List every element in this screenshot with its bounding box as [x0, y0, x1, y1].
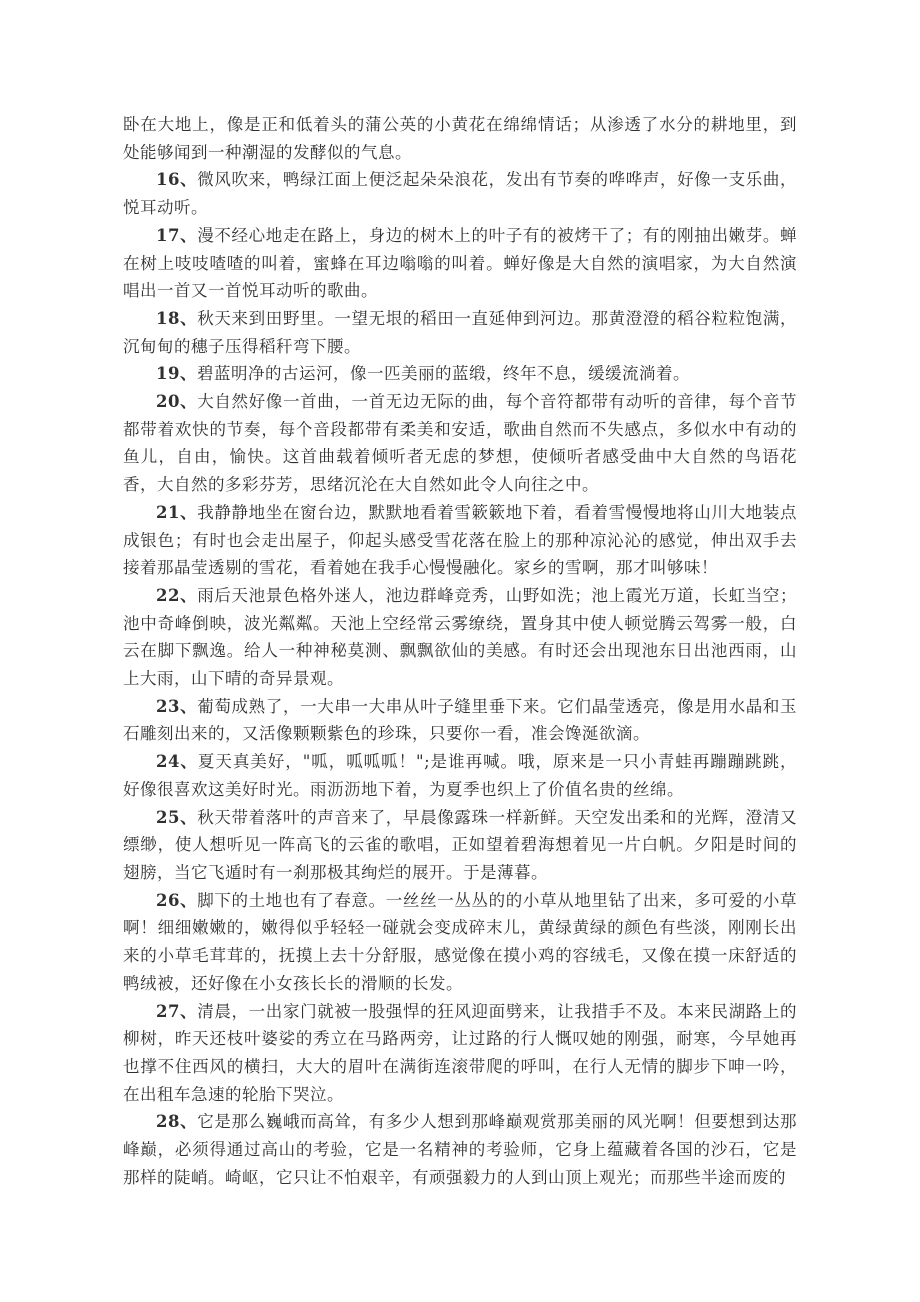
paragraph [123, 887, 797, 998]
paragraph-number: 19、 [156, 364, 197, 384]
paragraph [123, 582, 797, 693]
paragraph-number: 26、 [156, 890, 198, 910]
paragraph-text: 夏天真美好，"呱，呱呱呱！";是谁再喊。哦，原来是一只小青蛙再蹦蹦跳跳，好像很喜欢这美好时光。雨沥沥地下着，为夏季也织上了价值名贵的丝绵。 [123, 752, 797, 799]
document-page [123, 111, 797, 1191]
paragraph-number: 20、 [156, 392, 198, 412]
paragraph [123, 388, 797, 499]
paragraph-number: 24、 [156, 752, 198, 772]
paragraph [123, 166, 797, 221]
paragraph [123, 1108, 797, 1191]
paragraph-text: 葡萄成熟了，一大串一大串从叶子缝里垂下来。它们晶莹透亮，像是用水晶和玉石雕刻出来的，又活像颗颗紫色的珍珠，只要你一看，准会馋涎欲滴。 [123, 696, 798, 744]
paragraph-text: 秋天带着落叶的声音来了，早晨像露珠一样新鲜。天空发出柔和的光辉，澄清又缥缈，使人想听见一阵高飞的云雀的歌唱，正如望着碧海想着见一片白帆。夕阳是时间的翅膀，当它飞遁时有一刹那极其绚烂的展开。于是薄暮。 [123, 807, 798, 882]
paragraph-text: 微风吹来，鸭绿江面上便泛起朵朵浪花，发出有节奏的哗哗声，好像一支乐曲，悦耳动听。 [123, 170, 798, 218]
paragraph-text: 它是那么巍峨而高耸，有多少人想到那峰巅观赏那美丽的风光啊！但要想到达那峰巅，必须得通过高山的考验，它是一名精神的考验师，它身上蕴藏着各国的沙石，它是那样的陡峭。崎岖，它只让不怕艰辛，有顽强毅力的人到山顶上观光；而那些半途而废的 [123, 1112, 798, 1187]
paragraph-text: 我静静地坐在窗台边，默默地看着雪簌簌地下着，看着雪慢慢地将山川大地装点成银色；有时也会走出屋子，仰起头感受雪花落在脸上的那种凉沁沁的感觉，伸出双手去接着那晶莹透剔的雪花，看着她在我手心慢慢融化。家乡的雪啊，那才叫够味！ [123, 502, 798, 578]
paragraph [123, 499, 797, 582]
paragraph-number: 22、 [156, 585, 198, 605]
paragraph-number: 28、 [156, 1112, 198, 1132]
paragraph-number: 18、 [156, 308, 198, 328]
paragraph-text: 秋天来到田野里。一望无垠的稻田一直延伸到河边。那黄澄澄的稻谷粒粒饱满，沉甸甸的穗子压得稻秆弯下腰。 [123, 308, 798, 356]
paragraph [123, 305, 797, 360]
paragraph [123, 360, 797, 388]
paragraph-number: 16、 [156, 170, 198, 190]
paragraph-text: 清晨，一出家门就被一股强悍的狂风迎面劈来，让我措手不及。本来民湖路上的柳树，昨天还枝叶婆娑的秀立在马路两旁，让过路的行人慨叹她的刚强，耐寒，今早她再也撑不住西风的横扫，大大的眉叶在满街连滚带爬的呼叫，在行人无情的脚步下呻一吟，在出租车急速的轮胎下哭泣。 [123, 1001, 798, 1104]
paragraph [123, 693, 797, 748]
paragraph-text: 碧蓝明净的古运河，像一匹美丽的蓝缎，终年不息，缓缓流淌着。 [196, 364, 690, 384]
paragraph-number: 21、 [156, 502, 198, 522]
paragraph-text: 脚下的土地也有了春意。一丝丝一丛丛的的小草从地里钻了出来，多可爱的小草啊！细细嫩嫩的，嫩得似乎轻轻一碰就会变成碎末儿，黄绿黄绿的颜色有些淡，刚刚长出来的小草毛茸茸的，抚摸上去十分舒服，感觉像在摸小鸡的容绒毛，又像在摸一床舒适的鸭绒被，还好像在小女孩长长的滑顺的长发。 [123, 890, 798, 993]
paragraph-number: 27、 [156, 1001, 198, 1021]
paragraph-text: 卧在大地上，像是正和低着头的蒲公英的小黄花在绵绵情话；从渗透了水分的耕地里，到处能够闻到一种潮湿的发酵似的气息。 [123, 115, 797, 162]
paragraph [123, 222, 797, 305]
document-body [123, 111, 797, 1191]
paragraph [123, 804, 797, 887]
paragraph-text: 大自然好像一首曲，一首无边无际的曲，每个音符都带有动听的音律，每个音节都带着欢快的节奏，每个音段都带有柔美和安适，歌曲自然而不失感点，多似水中有动的鱼儿，自由，愉快。这首曲载着倾听者无虑的梦想，使倾听者感受曲中大自然的鸟语花香，大自然的多彩芬芳，思绪沉沦在大自然如此令人向往之中。 [123, 392, 798, 495]
paragraph-text: 雨后天池景色格外迷人，池边群峰竞秀，山野如洗；池上霞光万道，长虹当空；池中奇峰倒映，波光粼粼。天池上空经常云雾缭绕，置身其中使人顿觉腾云驾雾一般，白云在脚下飘逸。给人一种神秘莫测、飘飘欲仙的美感。有时还会出现池东日出池西雨，山上大雨，山下晴的奇异景观。 [123, 585, 798, 689]
paragraph-text: 漫不经心地走在路上，身边的树木上的叶子有的被烤干了；有的刚抽出嫩芽。蝉在树上吱吱喳喳的叫着，蜜蜂在耳边嗡嗡的叫着。蝉好像是大自然的演唱家，为大自然演唱出一首又一首悦耳动听的歌曲。 [123, 225, 798, 301]
paragraph-number: 17、 [156, 225, 198, 245]
paragraph [123, 748, 797, 803]
paragraph [123, 111, 797, 166]
paragraph-number: 25、 [156, 807, 198, 827]
paragraph-number: 23、 [156, 696, 198, 716]
paragraph [123, 998, 797, 1109]
